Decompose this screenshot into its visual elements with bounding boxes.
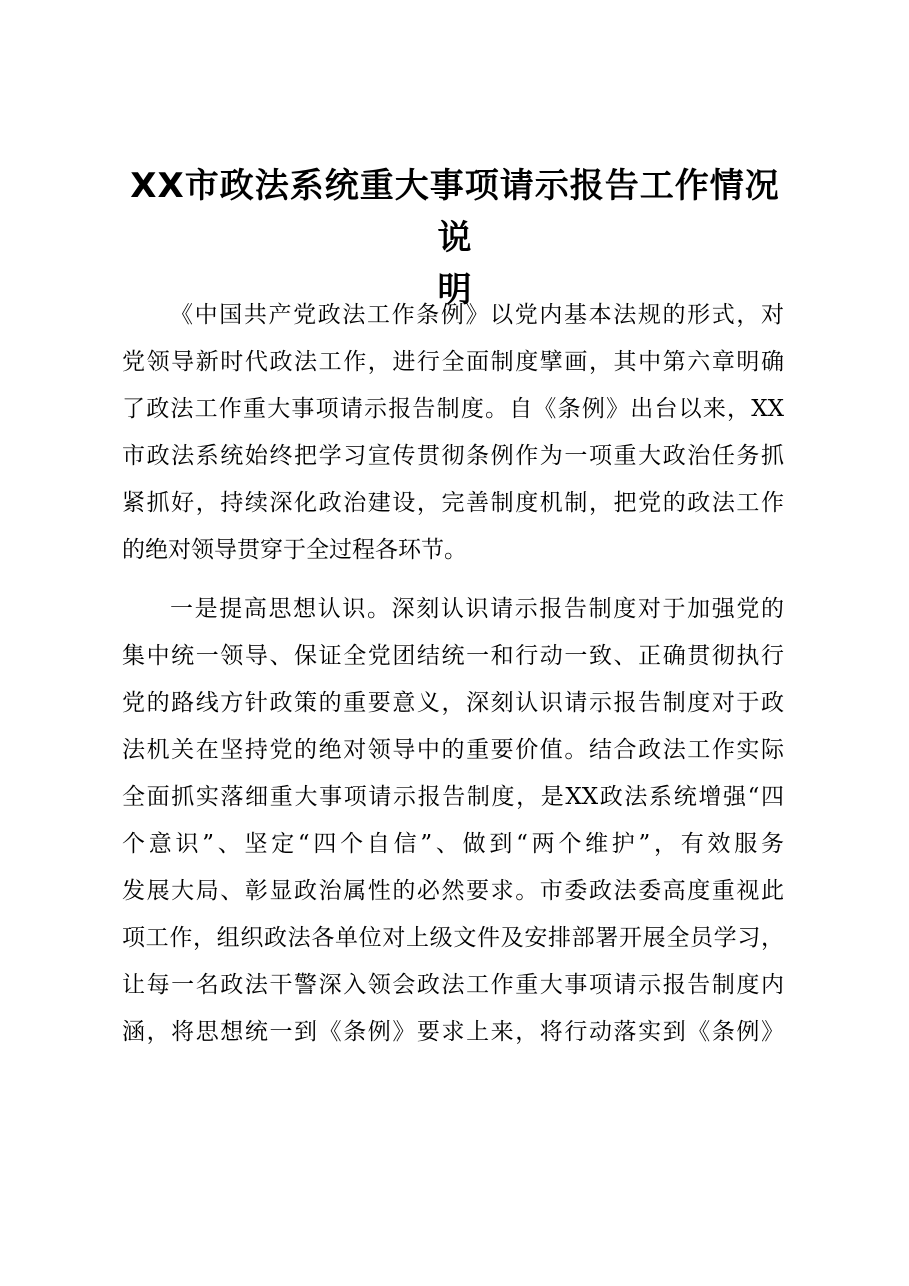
paragraph-line: 集中统一领导、保证全党团结统一和行动一致、正确贯彻执行: [122, 643, 784, 669]
paragraph-line: 个意识”、坚定“四个自信”、做到“两个维护”，有效服务: [122, 831, 784, 857]
paragraph-line: 全面抓实落细重大事项请示报告制度，是XX政法系统增强“四: [122, 784, 784, 810]
paragraph-line: 法机关在坚持党的绝对领导中的重要价值。结合政法工作实际: [122, 737, 784, 763]
paragraph-line: 发展大局、彰显政治属性的必然要求。市委政法委高度重视此: [122, 878, 784, 904]
title-line-1: XX市政法系统重大事项请示报告工作情况说: [130, 166, 780, 258]
paragraph-intro: [122, 292, 784, 574]
paragraph-line: 党领导新时代政法工作，进行全面制度擘画，其中第六章明确: [122, 349, 784, 375]
paragraph-line: 让每一名政法干警深入领会政法工作重大事项请示报告制度内: [122, 972, 784, 998]
paragraph-line: 市政法系统始终把学习宣传贯彻条例作为一项重大政治任务抓: [122, 443, 784, 469]
paragraph-line: 涵，将思想统一到《条例》要求上来，将行动落实到《条例》: [122, 1019, 784, 1045]
document-body: [122, 292, 784, 1056]
paragraph-line: 《中国共产党政法工作条例》以党内基本法规的形式，对: [170, 302, 784, 328]
paragraph-line: 紧抓好，持续深化政治建设，完善制度机制，把党的政法工作: [122, 490, 784, 516]
paragraph-line: 项工作，组织政法各单位对上级文件及安排部署开展全员学习，: [122, 925, 784, 951]
paragraph-line: 一是提高思想认识。深刻认识请示报告制度对于加强党的: [170, 596, 784, 622]
title-line-2: 明: [437, 270, 473, 310]
paragraph-line: 的绝对领导贯穿于全过程各环节。: [122, 537, 467, 563]
paragraph-spacer: [122, 574, 784, 586]
paragraph-point-one: [122, 586, 784, 1056]
paragraph-line: 了政法工作重大事项请示报告制度。自《条例》出台以来，XX: [122, 396, 784, 422]
paragraph-line: 党的路线方针政策的重要意义，深刻认识请示报告制度对于政: [122, 690, 784, 716]
